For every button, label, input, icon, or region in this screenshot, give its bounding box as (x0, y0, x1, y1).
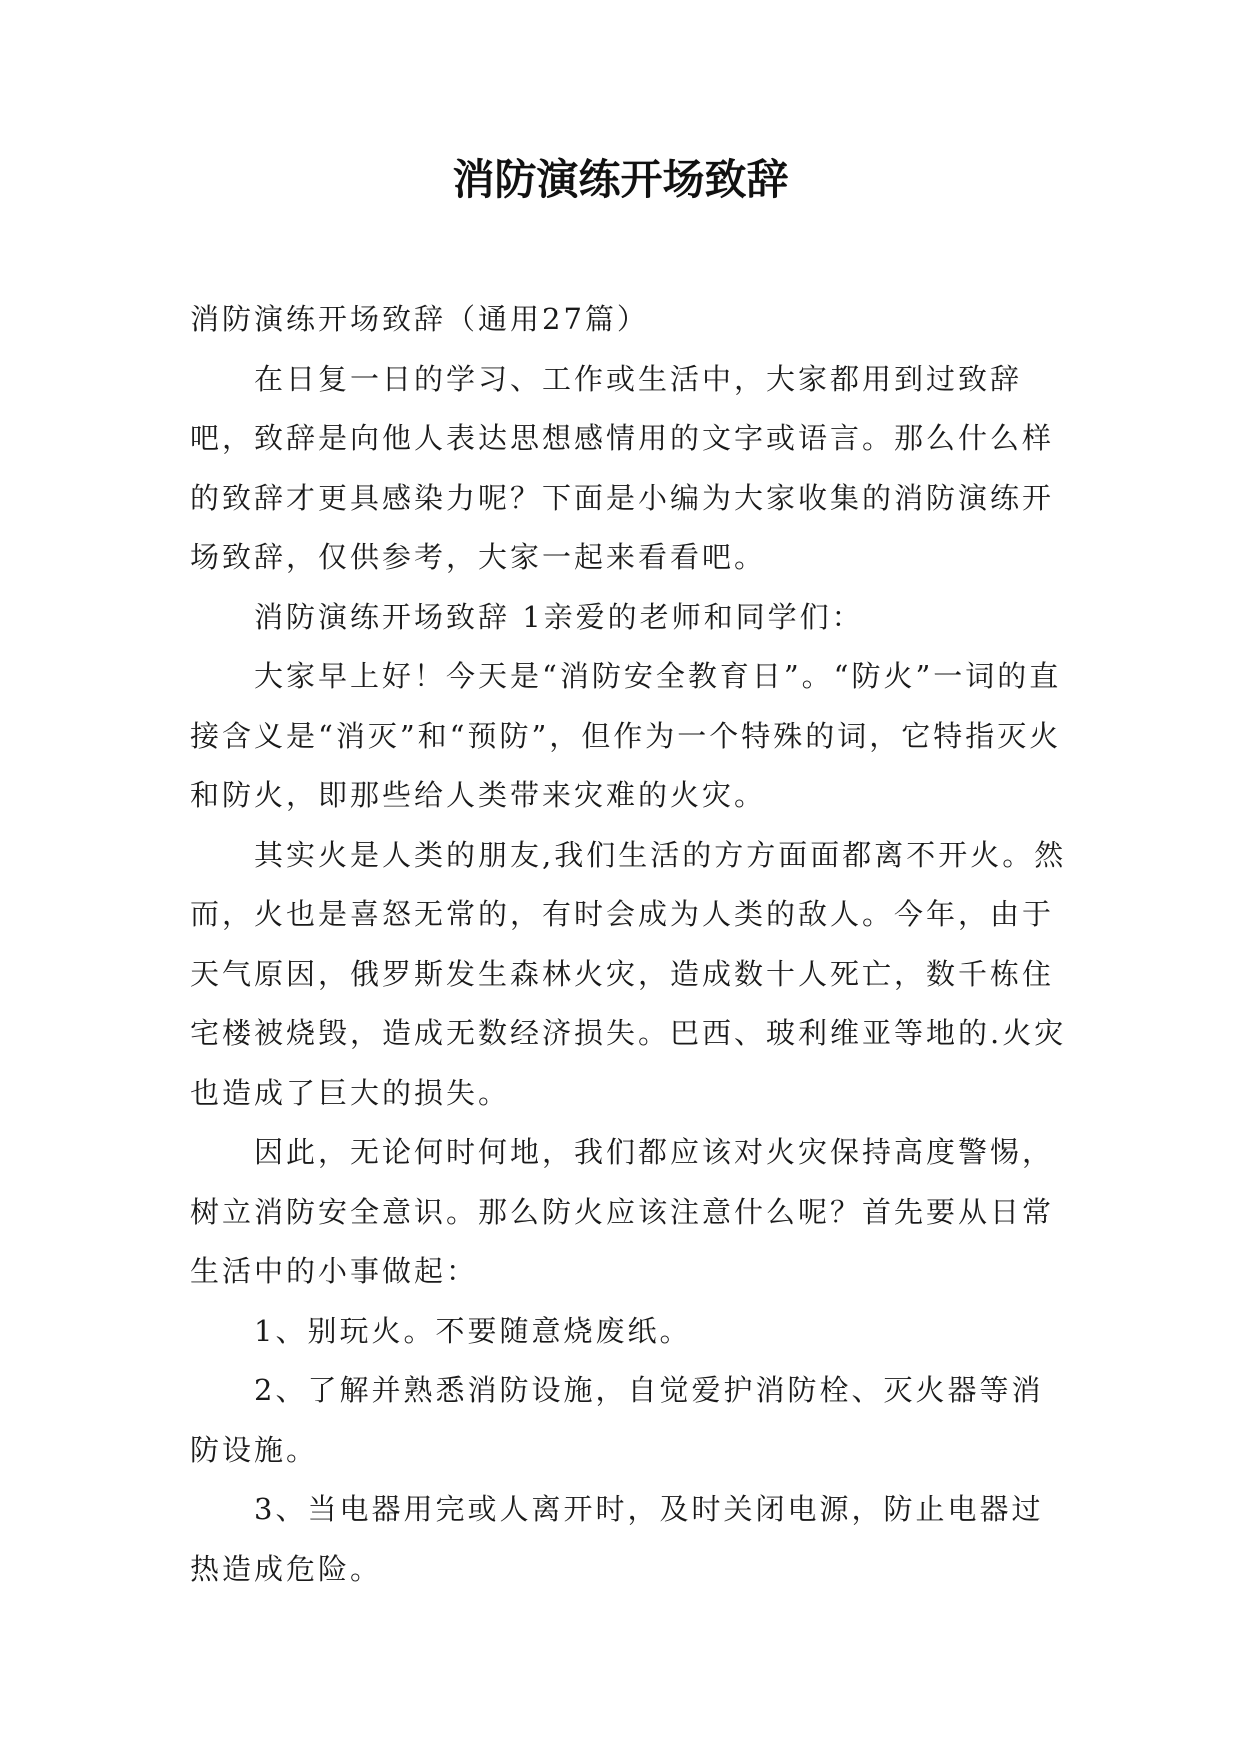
paragraph-subtitle: 消防演练开场致辞（通用27篇） (190, 302, 649, 336)
paragraph-speech-heading: 消防演练开场致辞 1亲爱的老师和同学们： (254, 599, 864, 634)
list-item-3: 3、当电器用完或人离开时，及时关闭电源，防止电器过热造成危险。 (190, 1492, 1044, 1586)
paragraph-greeting: 大家早上好！今天是“消防安全教育日”。“防火”一词的直接含义是“消灭”和“预防”，但作为一个特殊的词，它特指灭火和防火，即那些给人类带来灾难的火灾。 (190, 659, 1062, 812)
paragraph-vigilance: 因此，无论何时何地，我们都应该对火灾保持高度警惕，树立消防安全意识。那么防火应该注意什么呢？首先要从日常生活中的小事做起： (190, 1135, 1055, 1288)
paragraph-intro: 在日复一日的学习、工作或生活中，大家都用到过致辞吧，致辞是向他人表达思想感情用的文字或语言。那么什么样的致辞才更具感染力呢？下面是小编为大家收集的消防演练开场致辞，仅供参考，大家一起来看看吧。 (190, 361, 1055, 574)
paragraph-fire-friend: 其实火是人类的朋友,我们生活的方方面面都离不开火。然而，火也是喜怒无常的，有时会成为人类的敌人。今年，由于天气原因，俄罗斯发生森林火灾，造成数十人死亡，数千栋住宅楼被烧毁，造成无数经济损失。巴西、玻利维亚等地的.火灾也造成了巨大的损失。 (190, 837, 1067, 1110)
list-item-2: 2、了解并熟悉消防设施，自觉爱护消防栓、灭火器等消防设施。 (190, 1373, 1044, 1467)
list-item-1: 1、别玩火。不要随意烧废纸。 (254, 1313, 692, 1348)
document-body (190, 290, 1070, 1599)
document-title: 消防演练开场致辞 (452, 155, 789, 204)
